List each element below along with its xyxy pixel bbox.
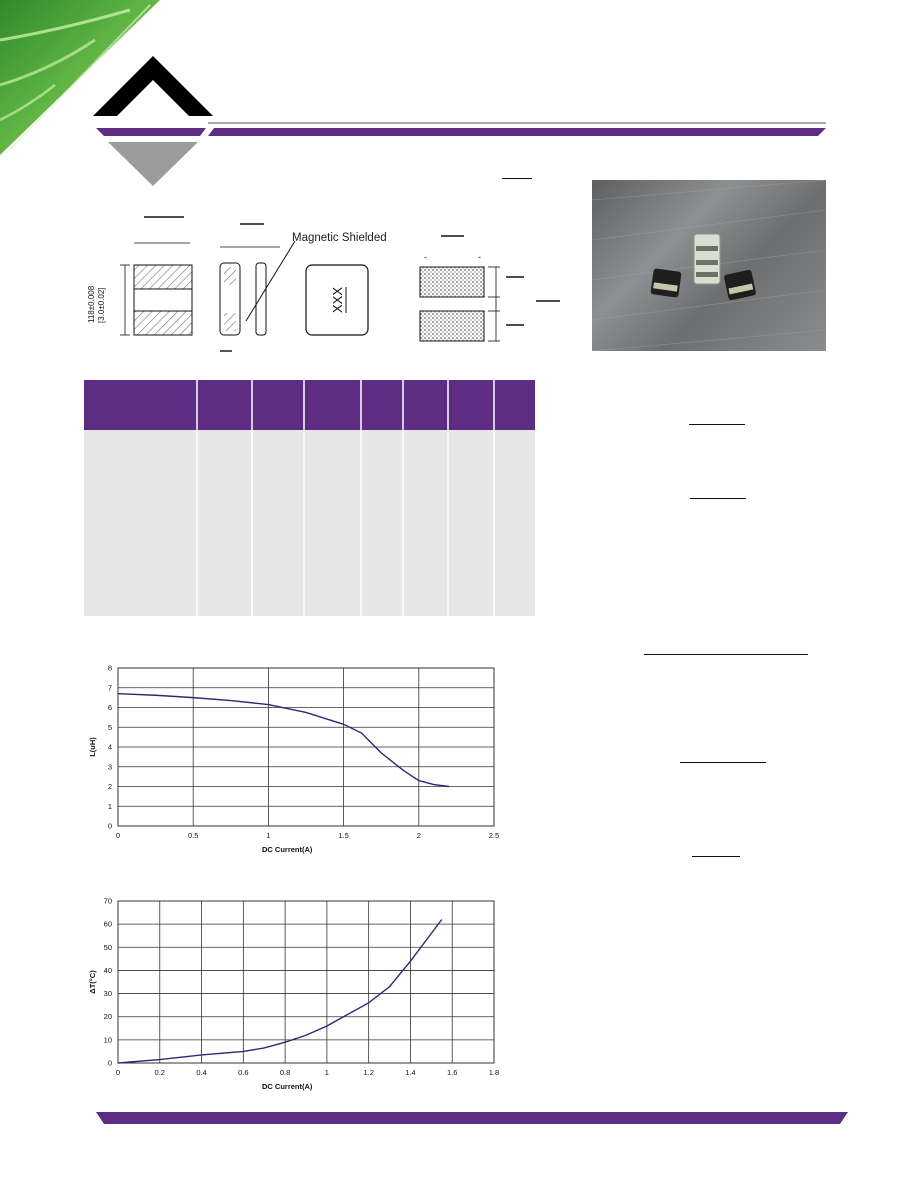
logo-icon (93, 56, 213, 118)
chart1-y-tick-label: 6 (107, 703, 112, 712)
chart2-x-axis-label: DC Current(A) (261, 1082, 313, 1091)
chart1-x-tick-label: 0.5 (187, 831, 199, 840)
chart2-y-tick-label: 50 (103, 942, 112, 952)
marking-text: XXX (330, 286, 345, 313)
section-underline-5 (692, 856, 740, 857)
chart1-x-tick-label: 1.5 (338, 831, 349, 840)
chart2-y-tick-label: 30 (103, 989, 112, 999)
height-dim-mm: [3.0±0.02] (97, 287, 106, 323)
svg-text:-: - (424, 252, 427, 262)
chart2-x-tick-label: 0.6 (238, 1068, 249, 1077)
footer-band (96, 1112, 848, 1126)
chart1-y-tick-label: 1 (107, 801, 112, 811)
chart2-x-tick-label: 0.4 (196, 1068, 207, 1077)
chart1-y-tick-label: 4 (107, 742, 112, 752)
chart2-y-axis-label: ΔT(°C) (88, 970, 97, 994)
chart2-series-line (118, 920, 442, 1063)
chart1-x-axis-label: DC Current(A) (261, 845, 313, 854)
section-underline-2 (690, 498, 746, 499)
chart2-y-tick-label: 70 (103, 896, 112, 906)
chart2-x-tick-label: 1.4 (405, 1068, 416, 1077)
inductor-right (724, 269, 757, 300)
chart2-x-tick-label: 1.8 (488, 1068, 500, 1077)
magnetic-shielded-label: Magnetic Shielded (292, 232, 387, 244)
chart2-y-tick-label: 0 (107, 1058, 112, 1068)
grey-triangle-icon (108, 142, 198, 186)
inductor-middle (694, 234, 720, 284)
chart2-x-tick-label: 1.6 (447, 1068, 458, 1077)
chart2-y-tick-label: 40 (103, 965, 112, 975)
chart1-y-tick-label: 5 (107, 722, 112, 732)
dimension-diagram (80, 205, 560, 365)
chart2-y-tick-label: 10 (103, 1035, 112, 1045)
spec-table (84, 380, 535, 616)
chart1-y-tick-label: 8 (107, 663, 112, 673)
chart2-y-tick-label: 20 (103, 1012, 112, 1022)
chart1-y-tick-label: 7 (107, 683, 112, 693)
section-underline-4 (680, 762, 766, 763)
chart2-y-tick-label: 60 (103, 919, 112, 929)
chart1-y-tick-label: 0 (107, 821, 112, 831)
section-underline-1 (689, 424, 745, 425)
chart2-x-tick-label: 0.2 (154, 1068, 165, 1077)
chart1-x-tick-label: 2.5 (488, 831, 500, 840)
chart1-y-tick-label: 2 (107, 782, 112, 791)
chart1-y-tick-label: 3 (107, 762, 112, 772)
chart2-x-tick-label: 1 (324, 1068, 329, 1077)
chart2-x-tick-label: 0 (115, 1068, 121, 1077)
chart1-x-tick-label: 1 (266, 831, 271, 840)
product-photo (592, 180, 826, 351)
chart2-x-tick-label: 1.2 (363, 1068, 374, 1077)
inductance-vs-current-chart (84, 660, 514, 860)
height-dim-inch: 118±0.008 (87, 285, 96, 323)
chart2-x-tick-label: 0.8 (279, 1068, 291, 1077)
header-underline (502, 178, 532, 179)
inductor-left (650, 268, 681, 298)
svg-text:-: - (478, 252, 481, 262)
chart1-y-axis-label: L(uH) (88, 737, 97, 757)
temperature-rise-vs-current-chart (84, 893, 514, 1098)
section-underline-3 (644, 654, 808, 655)
chart1-x-tick-label: 2 (416, 831, 421, 840)
header-band (96, 122, 826, 142)
chart1-x-tick-label: 0 (115, 831, 121, 840)
